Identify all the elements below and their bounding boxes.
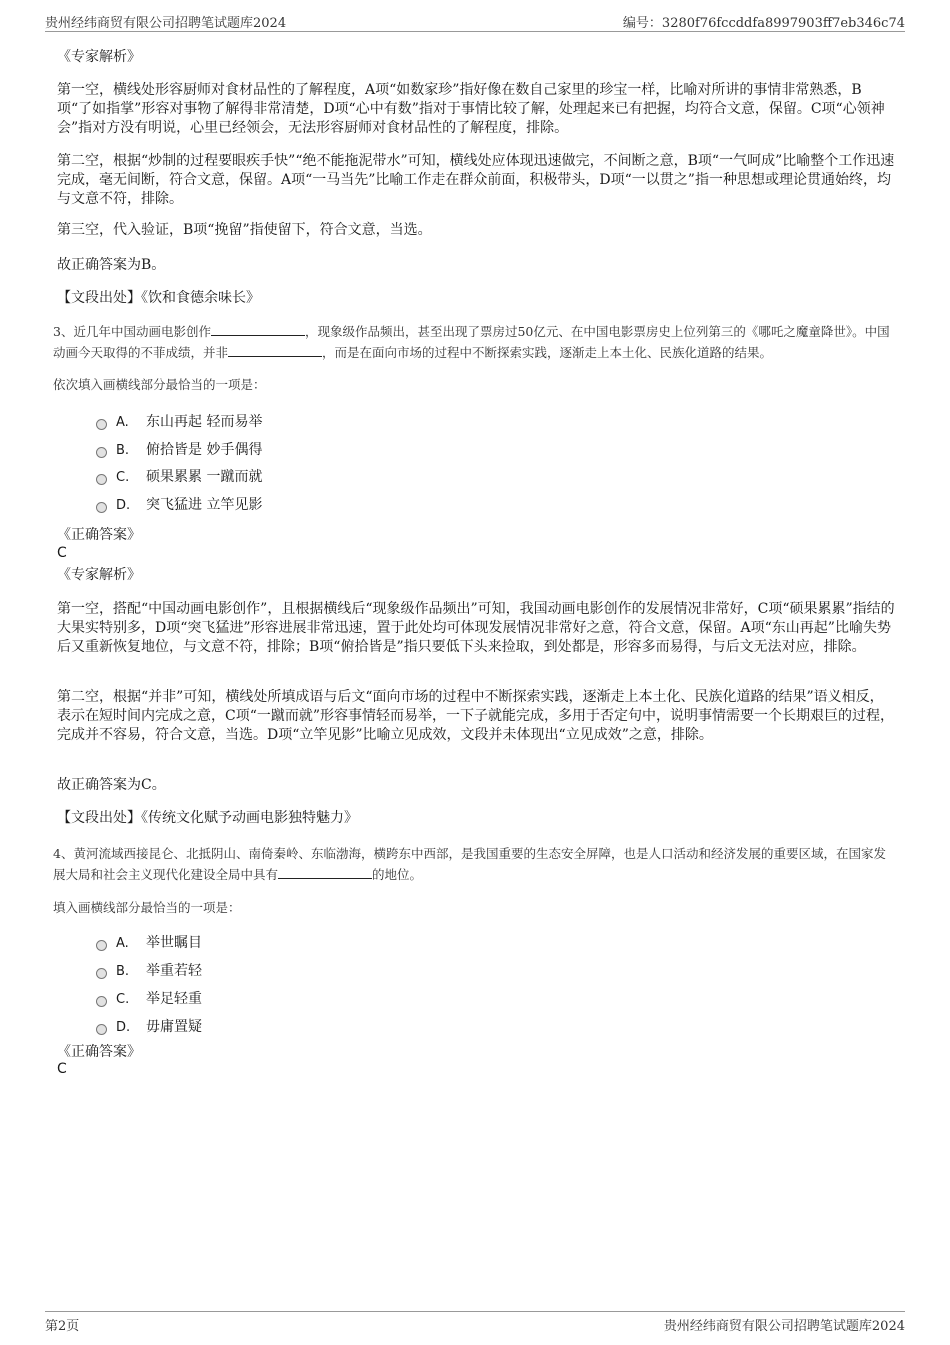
header-title: 贵州经纬商贸有限公司招聘笔试题库2024 xyxy=(45,16,287,31)
correct-answer-label: 《正确答案》 xyxy=(57,1044,141,1060)
source-citation: 【文段出处】《传统文化赋予动画电影独特魅力》 xyxy=(57,810,358,826)
question-stem: 4、黄河流域西接昆仑、北抵阴山、南倚秦岭、东临渤海，横跨东中西部，是我国重要的生态安全屏障，也是人口活动和经济发展的重要区域，在国家发展大局和社会主义现代化建设全局中具有 的地位。 xyxy=(53,846,886,882)
analysis-paragraph: 第二空，根据“炒制的过程要眼疾手快”“绝不能拖泥带水”可知，横线处应体现迅速做完，不间断之意，B项“一气呵成”比喻整个工作迅速完成，毫无间断，符合文意，保留。A项“一马当先”比喻工作走在群众前面，积极带头，D项“一以贯之”指一种思想或理论贯通始终，均与文意不符，排除。 xyxy=(57,153,895,207)
radio-icon[interactable] xyxy=(96,419,107,430)
correct-answer: C xyxy=(57,1061,67,1077)
expert-analysis-label: 《专家解析》 xyxy=(57,567,141,583)
analysis-paragraph: 第一空，横线处形容厨师对食材品性的了解程度，A项“如数家珍”指好像在数自己家里的珍宝一样，比喻对所讲的事情非常熟悉，B项“了如指掌”形容对事物了解得非常清楚，D项“心中有数”指对于事情比较了解，处理起来已有把握，均符合文意，保留。C项“心领神会”指对方没有明说，心里已经领会，无法形容厨师对食材品性的了解程度，排除。 xyxy=(57,82,885,136)
expert-analysis-label: 《专家解析》 xyxy=(57,49,141,65)
radio-icon[interactable] xyxy=(96,502,107,513)
correct-answer: C xyxy=(57,545,67,561)
analysis-paragraph: 第二空，根据“并非”可知，横线处所填成语与后文“面向市场的过程中不断探索实践，逐渐走上本土化、民族化道路的结果”语义相反，表示在短时间内完成之意，C项“一蹴而就”形容事情轻而易举，一下子就能完成，多用于否定句中，说明事情需要一个长期艰巨的过程，完成并不容易，符合文意，当选。D项“立竿见影”比喻立见成效，文段并未体现出“立见成效”之意，排除。 xyxy=(57,689,895,743)
option-a[interactable]: A. 东山再起 轻而易举 xyxy=(96,412,262,432)
footer-divider xyxy=(45,1311,905,1312)
option-c[interactable]: C. 硕果累累 一蹴而就 xyxy=(96,467,262,487)
fill-blank xyxy=(278,866,372,879)
analysis-paragraph: 第三空，代入验证，B项“挽留”指使留下，符合文意，当选。 xyxy=(57,222,432,238)
option-c[interactable]: C. 举足轻重 xyxy=(96,989,202,1009)
source-citation: 【文段出处】《饮和食德余味长》 xyxy=(57,290,260,306)
page-number: 第2页 xyxy=(45,1319,80,1334)
question-prompt: 填入画横线部分最恰当的一项是： xyxy=(53,900,241,915)
question-stem: 3、近几年中国动画电影创作 ，现象级作品频出，甚至出现了票房过50亿元、在中国电影票房史上位列第三的《哪吒之魔童降世》。中国动画今天取得的不菲成绩，并非 ，而是在面向市场的过程中不断探索实践，逐渐走上本土化、民族化道路的结果。 xyxy=(53,324,890,360)
correct-answer-label: 《正确答案》 xyxy=(57,527,141,543)
question-prompt: 依次填入画横线部分最恰当的一项是： xyxy=(53,377,266,392)
radio-icon[interactable] xyxy=(96,1024,107,1035)
header-divider xyxy=(45,31,905,32)
radio-icon[interactable] xyxy=(96,940,107,951)
fill-blank xyxy=(228,344,322,357)
option-a[interactable]: A. 举世瞩目 xyxy=(96,933,202,953)
radio-icon[interactable] xyxy=(96,996,107,1007)
radio-icon[interactable] xyxy=(96,474,107,485)
fill-blank xyxy=(211,323,305,336)
radio-icon[interactable] xyxy=(96,968,107,979)
option-b[interactable]: B. 举重若轻 xyxy=(96,961,202,981)
option-b[interactable]: B. 俯拾皆是 妙手偶得 xyxy=(96,440,262,460)
answer-conclusion: 故正确答案为B。 xyxy=(57,257,166,273)
option-d[interactable]: D. 突飞猛进 立竿见影 xyxy=(96,495,262,515)
answer-conclusion: 故正确答案为C。 xyxy=(57,777,166,793)
option-d[interactable]: D. 毋庸置疑 xyxy=(96,1017,202,1037)
footer-title: 贵州经纬商贸有限公司招聘笔试题库2024 xyxy=(663,1319,905,1334)
radio-icon[interactable] xyxy=(96,447,107,458)
analysis-paragraph: 第一空，搭配“中国动画电影创作”，且根据横线后“现象级作品频出”可知，我国动画电影创作的发展情况非常好，C项“硕果累累”指结的大果实特别多，D项“突飞猛进”形容进展非常迅速，置于此处均可体现发展情况非常好之意，符合文意，保留。A项“东山再起”比喻失势后又重新恢复地位，与文意不符，排除；B项“俯拾皆是”指只要低下头来捡取，到处都是，形容多而易得，与后文无法对应，排除。 xyxy=(57,601,895,655)
document-id: 编号：3280f76fccddfa8997903ff7eb346c74 xyxy=(622,16,905,31)
